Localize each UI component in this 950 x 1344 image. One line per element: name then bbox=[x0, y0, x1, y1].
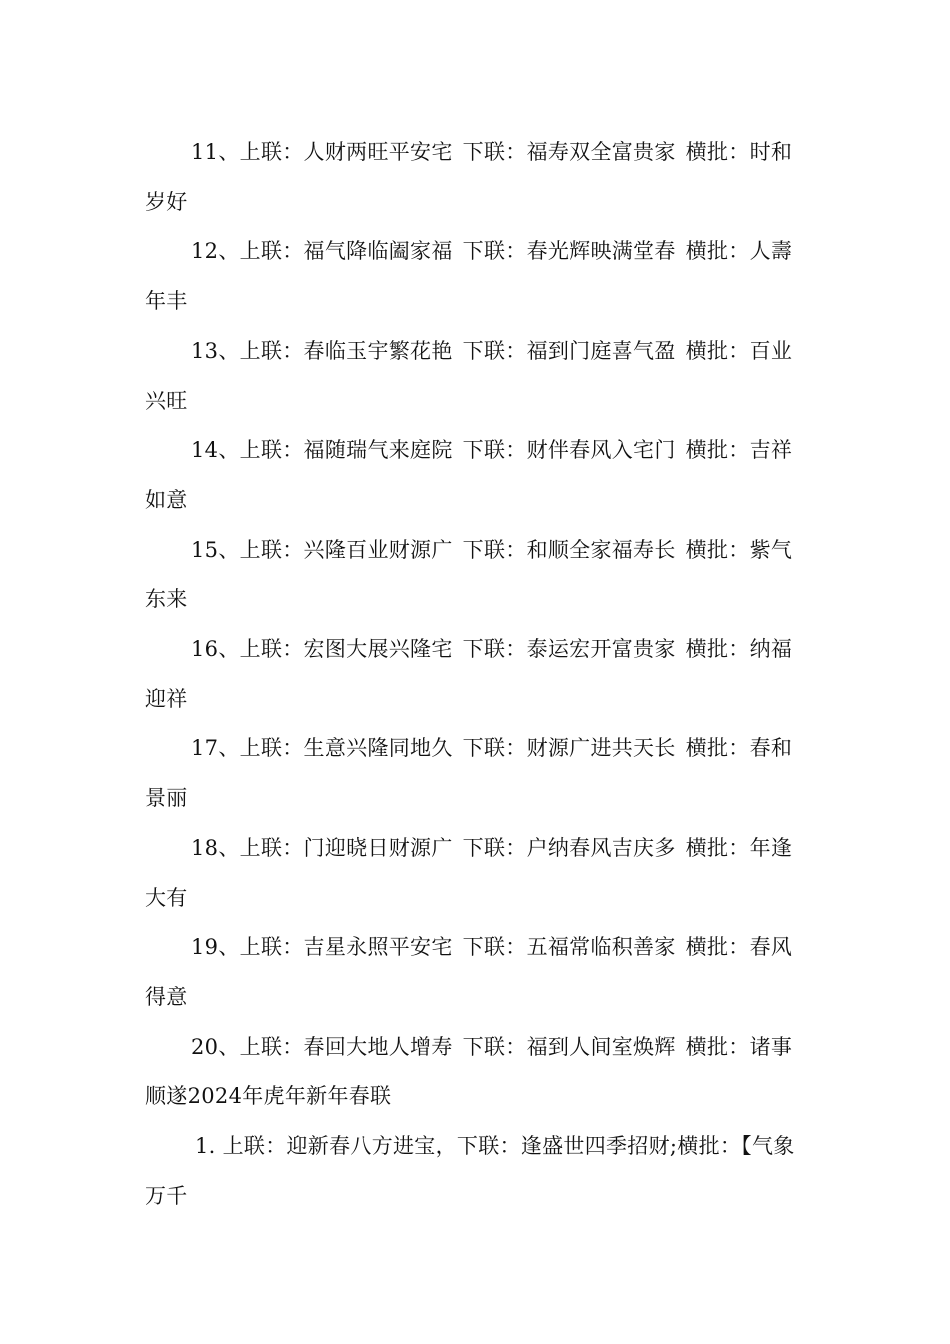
couplet-17: 17、上联：生意兴隆同地久 下联：财源广进共天长 横批：春和景丽 bbox=[145, 736, 793, 811]
couplet-20: 20、上联：春回大地人增寿 下联：福到人间室焕辉 横批：诸事顺遂2024年虎年新年春联 bbox=[145, 1034, 793, 1109]
lower-line: 福到人间室焕辉 bbox=[526, 1034, 676, 1059]
banner-line: 春和景丽 bbox=[145, 736, 793, 811]
couplet-number: 11 bbox=[191, 140, 219, 164]
couplet-14: 14、上联：福随瑞气来庭院 下联：财伴春风入宅门 横批：吉祥如意 bbox=[145, 438, 793, 512]
upper-line: 生意兴隆同地久 bbox=[303, 736, 453, 761]
lower-line: 和顺全家福寿长 bbox=[526, 537, 676, 562]
banner-line: 春风得意 bbox=[145, 935, 793, 1009]
couplet-13: 13、上联：春临玉宇繁花艳 下联：福到门庭喜气盈 横批：百业兴旺 bbox=[145, 338, 793, 413]
couplet-number: 15 bbox=[191, 537, 219, 562]
upper-line: 春临玉宇繁花艳 bbox=[303, 338, 453, 363]
document-body bbox=[145, 128, 810, 1221]
couplet-number: 19 bbox=[191, 935, 219, 960]
couplet-19: 19、上联：吉星永照平安宅 下联：五福常临积善家 横批：春风得意 bbox=[145, 935, 793, 1009]
couplet-15: 15、上联：兴隆百业财源广 下联：和顺全家福寿长 横批：紫气东来 bbox=[145, 537, 793, 612]
upper-line: 宏图大展兴隆宅 bbox=[303, 637, 453, 662]
upper-line: 门迎晓日财源广 bbox=[303, 835, 453, 860]
upper-line: 春回大地人增寿 bbox=[303, 1034, 453, 1059]
couplet-number: 17 bbox=[191, 736, 219, 761]
banner-line: 年逢大有 bbox=[145, 835, 793, 910]
lower-line: 财伴春风入宅门 bbox=[526, 438, 676, 463]
banner-line: 百业兴旺 bbox=[145, 338, 793, 413]
lower-line: 财源广进共天长 bbox=[526, 736, 676, 761]
upper-line: 福气降临阖家福 bbox=[303, 239, 453, 264]
couplet-number: 14 bbox=[191, 438, 219, 463]
banner-line: 诸事顺遂2024年虎年新年春联 bbox=[145, 1034, 793, 1109]
upper-line: 兴隆百业财源广 bbox=[303, 537, 453, 562]
couplet-16: 16、上联：宏图大展兴隆宅 下联：泰运宏开富贵家 横批：纳福迎祥 bbox=[145, 637, 793, 711]
couplet-11: 11、上联：人财两旺平安宅 下联：福寿双全富贵家 横批：时和岁好 bbox=[145, 140, 793, 214]
lower-line: 春光辉映满堂春 bbox=[526, 239, 676, 264]
lower-line: 福到门庭喜气盈 bbox=[526, 338, 676, 363]
banner-line: 紫气东来 bbox=[145, 537, 793, 612]
lower-line: 泰运宏开富贵家 bbox=[526, 637, 676, 662]
banner-line: 吉祥如意 bbox=[145, 438, 793, 512]
couplet-number: 18 bbox=[191, 835, 219, 860]
couplet-18: 18、上联：门迎晓日财源广 下联：户纳春风吉庆多 横批：年逢大有 bbox=[145, 835, 793, 910]
couplet-number: 20 bbox=[191, 1034, 219, 1059]
couplet-number: 16 bbox=[191, 637, 219, 662]
lower-line: 福寿双全富贵家 bbox=[526, 140, 676, 164]
extra-couplet: 1. 上联：迎新春八方进宝，下联：逢盛世四季招财;横批：【气象万千 bbox=[145, 1134, 795, 1208]
upper-line: 人财两旺平安宅 bbox=[303, 140, 453, 164]
banner-line: 人壽年丰 bbox=[145, 239, 793, 314]
couplet-number: 12 bbox=[191, 239, 219, 264]
couplet-number: 13 bbox=[191, 338, 219, 363]
banner-line: 时和岁好 bbox=[145, 140, 793, 214]
upper-line: 吉星永照平安宅 bbox=[303, 935, 453, 960]
couplet-12: 12、上联：福气降临阖家福 下联：春光辉映满堂春 横批：人壽年丰 bbox=[145, 239, 793, 314]
banner-line: 纳福迎祥 bbox=[145, 637, 793, 711]
lower-line: 户纳春风吉庆多 bbox=[526, 835, 676, 860]
lower-line: 五福常临积善家 bbox=[526, 935, 676, 960]
upper-line: 福随瑞气来庭院 bbox=[303, 438, 453, 463]
